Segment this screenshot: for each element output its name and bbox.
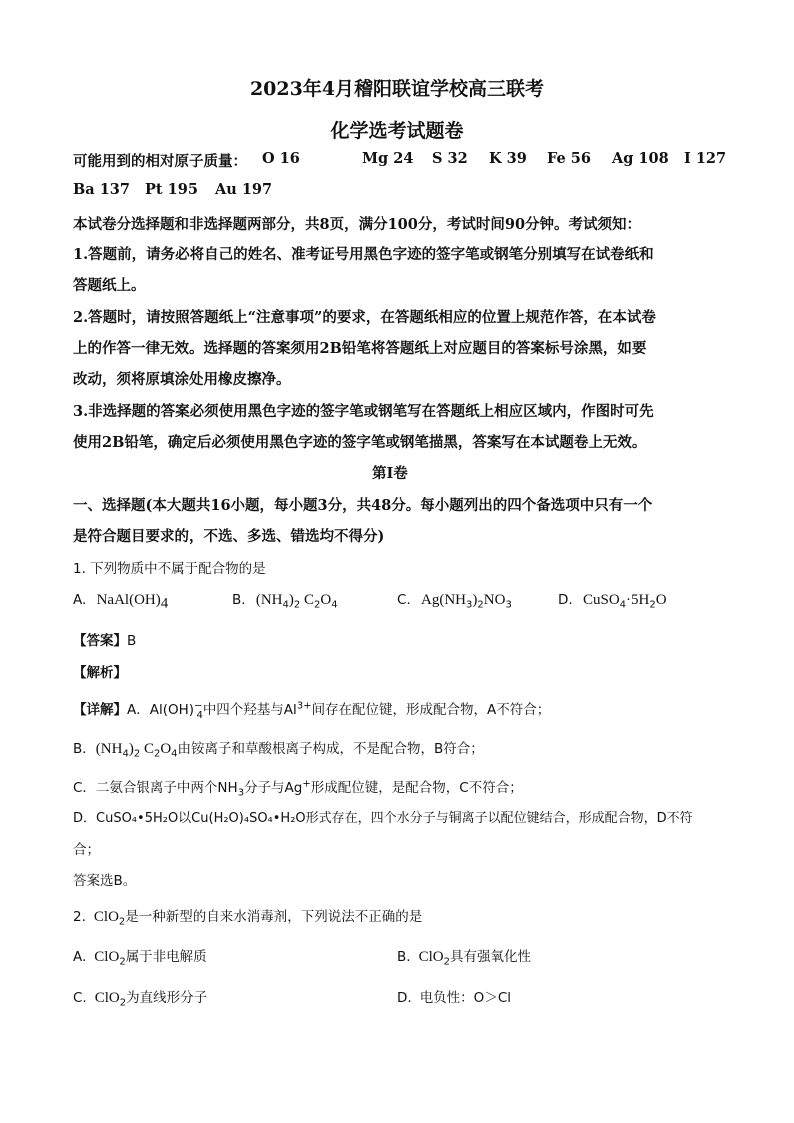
q2-option-c: C. ClO$_2$为直线形分子 — [73, 990, 208, 1009]
instruction-2-cont: 改动，须将原填涂处用橡皮擦净。 — [73, 371, 291, 388]
section-heading: 一、选择题(本大题共16小题，每小题3分，共48分。每小题列出的四个备选项中只有一个 — [73, 497, 653, 514]
mass-item: Fe 56 — [547, 150, 591, 167]
instruction-3-cont: 使用2B铅笔，确定后必须使用黑色字迹的签字笔或钢笔描黑，答案写在本试题卷上无效。 — [73, 434, 647, 451]
option-formula: (NH — [255, 592, 283, 608]
detail-a-end: 间存在配位键，形成配合物，A不符合； — [311, 702, 551, 718]
option-label: C. — [397, 592, 411, 608]
detail-b-label: B． — [73, 741, 96, 757]
detail-a-text: 中四个羟基与Al — [202, 702, 297, 718]
answer-value: B — [127, 633, 137, 649]
option-text: 电负性：O＞Cl — [419, 990, 511, 1006]
detail-d-cont: 合； — [73, 842, 100, 858]
mass-item: Ba 137 — [73, 181, 130, 198]
q1-option-a: A. $NaAl(OH)_4$ — [73, 592, 169, 612]
option-label: A. — [73, 949, 87, 965]
detail-b-text: 由铵离子和草酸根离子构成，不是配合物，B符合； — [177, 741, 484, 757]
page-subtitle: 化学选考试题卷 — [330, 120, 464, 142]
option-label: A. — [73, 592, 87, 608]
instruction-1-cont: 答题纸上。 — [73, 277, 146, 294]
question-2-stem: 2. ClO$_2$是一种新型的自来水消毒剂，下列说法不正确的是 — [73, 909, 423, 928]
option-text: 为直线形分子 — [126, 990, 208, 1006]
section-heading-cont: 是符合题目要求的，不选、多选、错选均不得分) — [73, 528, 385, 545]
mass-item: K 39 — [489, 150, 527, 167]
detail-d: D．CuSO₄•5H₂O以Cu(H₂O)₄SO₄•H₂O形式存在，四个水分子与铜离子以配位键结合，形成配合物，D不符 — [73, 811, 693, 826]
detail-a: 【详解】A．$Al(OH)^-_4$中四个羟基与$Al^{3+}$间存在配位键，形成配合物，A不符合； — [73, 700, 551, 721]
q1-option-c: C. $Ag(NH_3)_2NO_3$ — [397, 592, 512, 611]
answer-row — [73, 629, 136, 649]
mass-item: I 127 — [684, 150, 727, 167]
detail-c-end: 形成配位键，是配合物，C不符合； — [310, 780, 523, 796]
detail-a-formula: A．Al(OH) — [127, 702, 195, 718]
instruction-3: 3.非选择题的答案必须使用黑色字迹的签字笔或钢笔写在答题纸上相应区域内，作图时可先 — [73, 403, 654, 420]
option-text: 具有强氧化性 — [449, 949, 531, 965]
q2-option-d — [397, 986, 511, 1006]
mass-item: Au 197 — [215, 181, 273, 198]
instruction-2-cont: 上的作答一律无效。选择题的答案须用2B铅笔将答题纸上对应题目的答案标号涂黑，如要 — [73, 340, 647, 357]
instruction-1: 1.答题前，请务必将自己的姓名、准考证号用黑色字迹的签字笔或钢笔分别填写在试卷纸和 — [73, 246, 654, 263]
q2-option-b: B. ClO$_2$具有强氧化性 — [397, 949, 531, 968]
detail-c-text: C．二氨合银离子中两个NH — [73, 780, 238, 796]
q1-option-d: D. $CuSO_4\cdot 5H_2O$ — [558, 592, 667, 611]
detail-c: C．二氨合银离子中两个$NH_3$分子与Ag+形成配位键，是配合物，C不符合； — [73, 778, 523, 799]
mass-item: O 16 — [262, 150, 300, 167]
option-formula: CuSO — [582, 592, 620, 608]
option-formula: Ag(NH — [421, 592, 467, 608]
mass-item: Ag 108 — [612, 150, 669, 167]
question-1-stem: 1. 下列物质中不属于配合物的是 — [73, 561, 266, 577]
option-label: C. — [73, 990, 87, 1006]
final-answer: 答案选B。 — [73, 873, 137, 889]
question-2-text: 是一种新型的自来水消毒剂，下列说法不正确的是 — [125, 909, 423, 925]
q2-option-a: A. ClO$_2$属于非电解质 — [73, 949, 207, 968]
option-label: B. — [397, 949, 411, 965]
mass-item: Mg 24 — [362, 150, 414, 167]
detail-b: B．$(NH_4)_2$ $C_2O_4$由铵离子和草酸根离子构成，不是配合物，B符合； — [73, 741, 484, 760]
masses-label: 可能用到的相对原子质量： — [73, 153, 247, 170]
mass-item: Pt 195 — [145, 181, 198, 198]
q1-option-b: B. $(NH_4)_2$ $C_2O_4$ — [232, 592, 338, 611]
analysis-tag: 【解析】 — [73, 665, 127, 681]
mass-item: S 32 — [432, 150, 468, 167]
instruction-2: 2.答题时，请按照答题纸上“注意事项”的要求，在答题纸相应的位置上规范作答，在本试卷 — [73, 309, 656, 326]
answer-tag: 【答案】 — [73, 633, 127, 649]
detail-tag: 【详解】 — [73, 702, 127, 718]
option-formula: NaAl(OH) — [96, 592, 161, 608]
volume-title: 第Ⅰ卷 — [372, 465, 408, 482]
option-label: D. — [558, 592, 573, 608]
question-number: 2. — [73, 909, 86, 925]
option-label: B. — [232, 592, 246, 608]
option-text: 属于非电解质 — [125, 949, 207, 965]
page-title: 2023年4月稽阳联谊学校高三联考 — [249, 78, 545, 100]
instructions-intro: 本试卷分选择题和非选择题两部分，共8页，满分100分，考试时间90分钟。考试须知： — [73, 216, 642, 233]
detail-c-mid: 分子与Ag — [244, 780, 303, 796]
option-label: D. — [397, 990, 412, 1006]
